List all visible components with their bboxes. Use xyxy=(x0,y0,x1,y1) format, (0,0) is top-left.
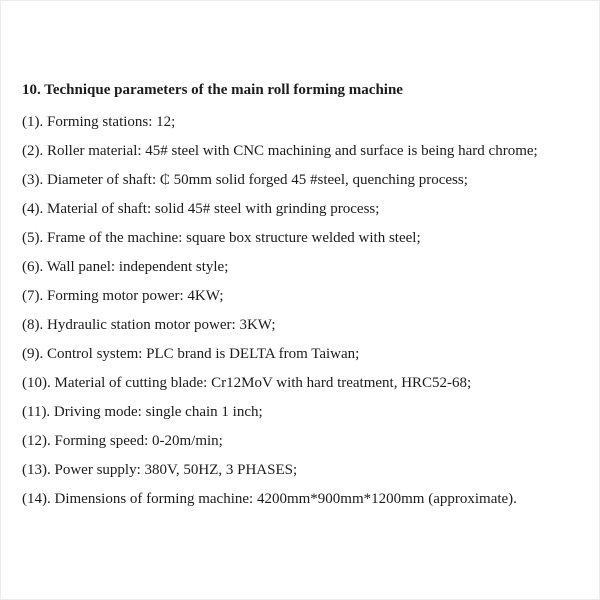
parameter-line-hydraulic-motor: (8). Hydraulic station motor power: 3KW; xyxy=(22,317,276,333)
parameter-line-dimensions: (14). Dimensions of forming machine: 4200mm*900mm*1200mm (approximate). xyxy=(22,491,517,507)
section-title: 10. Technique parameters of the main roll forming machine xyxy=(22,82,403,98)
parameter-line-driving-mode: (11). Driving mode: single chain 1 inch; xyxy=(22,404,263,420)
parameter-line-shaft-diameter: (3). Diameter of shaft: ₵ 50mm solid forged 45 #steel, quenching process; xyxy=(22,172,468,188)
parameter-line-forming-stations: (1). Forming stations: 12; xyxy=(22,114,176,130)
parameter-line-frame: (5). Frame of the machine: square box structure welded with steel; xyxy=(22,230,421,246)
parameter-line-wall-panel: (6). Wall panel: independent style; xyxy=(22,259,229,275)
parameter-line-forming-speed: (12). Forming speed: 0-20m/min; xyxy=(22,433,223,449)
document-content xyxy=(22,81,585,520)
parameter-line-power-supply: (13). Power supply: 380V, 50HZ, 3 PHASES; xyxy=(22,462,298,478)
parameter-line-forming-motor: (7). Forming motor power: 4KW; xyxy=(22,288,224,304)
parameter-line-shaft-material: (4). Material of shaft: solid 45# steel with grinding process; xyxy=(22,201,380,217)
parameter-line-control-system: (9). Control system: PLC brand is DELTA from Taiwan; xyxy=(22,346,360,362)
parameter-line-roller-material: (2). Roller material: 45# steel with CNC machining and surface is being hard chrome; xyxy=(22,143,538,159)
parameter-line-cutting-blade: (10). Material of cutting blade: Cr12MoV with hard treatment, HRC52-68; xyxy=(22,375,472,391)
